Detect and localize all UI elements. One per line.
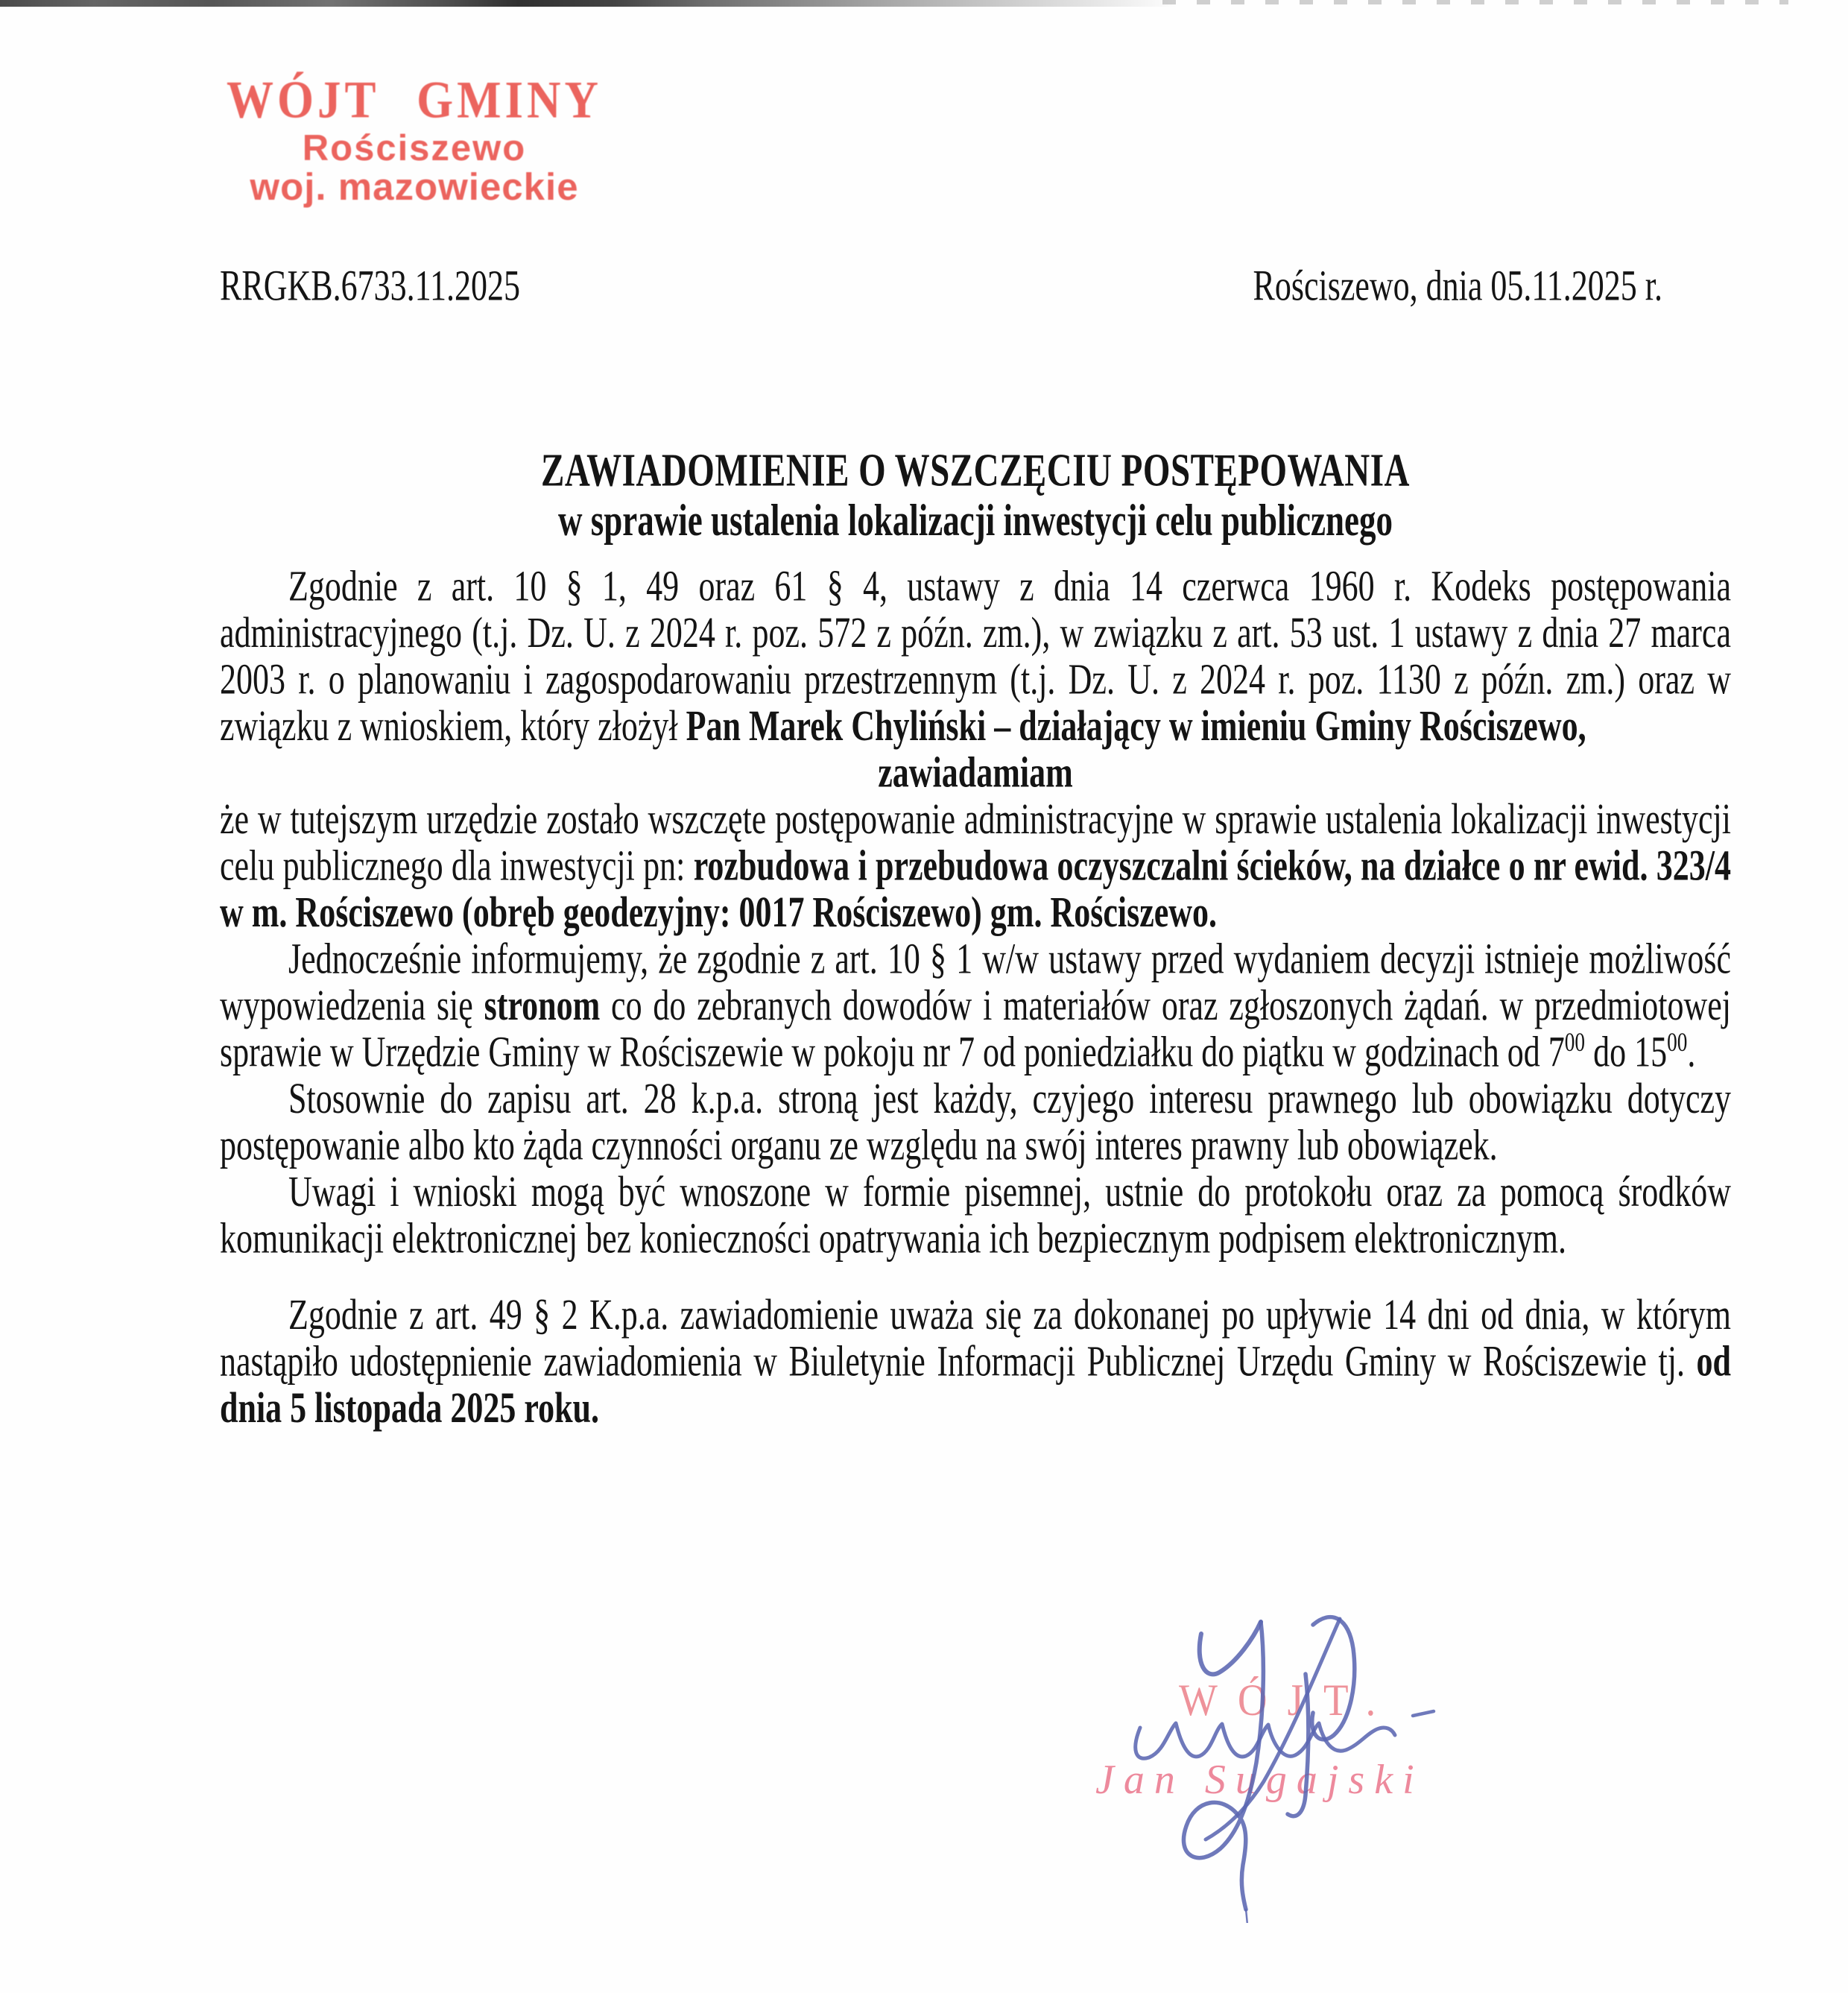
paragraph-segment: co do zebranych dowodów i materiałów oraz zgłoszonych żądań. w przedmiotowej sprawie w Urzędzie Gminy w Rościszewie w pokoju nr 7 od poniedziałku do piątku w godzinach od 7 — [220, 981, 1731, 1076]
paragraph-segment: . — [1687, 1027, 1696, 1076]
paragraph — [220, 1292, 1731, 1432]
paragraph-superscript: 00 — [1564, 1026, 1586, 1057]
paragraph-segment: że w tutejszym urzędzie zostało wszczęte postępowanie administracyjne w sprawie ustalenia lokalizacji inwestycji celu publicznego dla inwestycji pn: — [220, 795, 1731, 890]
paragraph-bold-segment: Pan Marek Chyliński – działający w imieniu Gminy Rościszewo, — [686, 701, 1586, 751]
scanner-edge-artifact-faint — [1162, 0, 1788, 4]
paragraph — [220, 563, 1731, 749]
document-text-column — [220, 262, 1731, 1431]
scanner-edge-artifact — [0, 0, 1177, 7]
office-stamp — [224, 70, 605, 209]
reference-row — [220, 262, 1731, 309]
paragraph — [220, 1076, 1731, 1169]
paragraph-segment: Jednocześnie informujemy, że zgodnie z art. 10 § 1 w/w ustawy przed wydaniem decyzji istnieje możliwość wypowiedzenia się — [220, 934, 1731, 1030]
paragraph — [220, 796, 1731, 936]
paragraph-bold-segment: rozbudowa i przebudowa oczyszczalni ścieków, na działce o nr ewid. 323/4 w m. Rościszewo (obręb geodezyjny: 0017 Rościszewo) gm. Rościszewo. — [220, 841, 1731, 937]
paragraph-segment: zawiadamiam — [878, 748, 1073, 797]
handwritten-signature-ink — [1118, 1602, 1475, 1923]
place-and-date: Rościszewo, dnia 05.11.2025 r. — [1253, 261, 1662, 310]
paragraph — [220, 935, 1731, 1076]
office-stamp-line1: WÓJT GMINY — [226, 70, 603, 130]
paragraph-bold-segment: od dnia 5 listopada 2025 roku. — [220, 1336, 1731, 1433]
case-reference-number: RRGKB.6733.11.2025 — [220, 261, 520, 310]
paragraph-bold-segment: stronom — [484, 981, 601, 1030]
paragraph-segment: Zgodnie z art. 10 § 1, 49 oraz 61 § 4, ustawy z dnia 14 czerwca 1960 r. Kodeks postępowania administracyjnego (t.j. Dz. U. z 2024 r. poz. 572 z późn. zm.), w związku z art. 53 ust. 1 ustawy z dnia 27 marca 2003 r. o planowaniu i zagospodarowaniu przestrzennym (t.j. Dz. U. z 2024 r. poz. 1130 z późn. zm.) oraz w związku z wnioskiem, który złożył — [220, 561, 1731, 751]
document-title-line1: ZAWIADOMIENIE O WSZCZĘCIU POSTĘPOWANIA — [541, 444, 1410, 496]
paragraph-segment: do 15 — [1585, 1027, 1668, 1076]
paragraph — [220, 749, 1731, 796]
paragraph-superscript: 00 — [1667, 1026, 1688, 1057]
paragraph-segment: Uwagi i wnioski mogą być wnoszone w formie pisemnej, ustnie do protokołu oraz za pomocą środków komunikacji elektronicznej bez konieczności opatrywania ich bezpiecznym podpisem elektronicznym. — [220, 1167, 1731, 1263]
paragraph-segment: Stosownie do zapisu art. 28 k.p.a. stroną jest każdy, czyjego interesu prawnego lub obowiązku dotyczy postępowanie albo kto żąda czynności organu ze względu na swój interes prawny lub obowiązek. — [220, 1074, 1731, 1169]
paragraph-segment: Zgodnie z art. 49 § 2 K.p.a. zawiadomienie uważa się za dokonanej po upływie 14 dni od dnia, w którym nastąpiło udostępnienie zawiadomienia w Biuletynie Informacji Publicznej Urzędu Gminy w Rościszewie tj. — [220, 1290, 1731, 1386]
document-title — [220, 446, 1731, 545]
document-body — [220, 563, 1731, 1431]
signature-stamp-name: Jan Sugajski — [1095, 1757, 1424, 1803]
office-stamp-line3: woj. mazowieckie — [250, 165, 579, 209]
office-stamp-line2: Rościszewo — [302, 127, 527, 168]
document-title-line2: w sprawie ustalenia lokalizacji inwestycji celu publicznego — [558, 495, 1393, 546]
signature-stamp-title: WÓJT. — [1179, 1675, 1396, 1725]
paragraph — [220, 1169, 1731, 1262]
